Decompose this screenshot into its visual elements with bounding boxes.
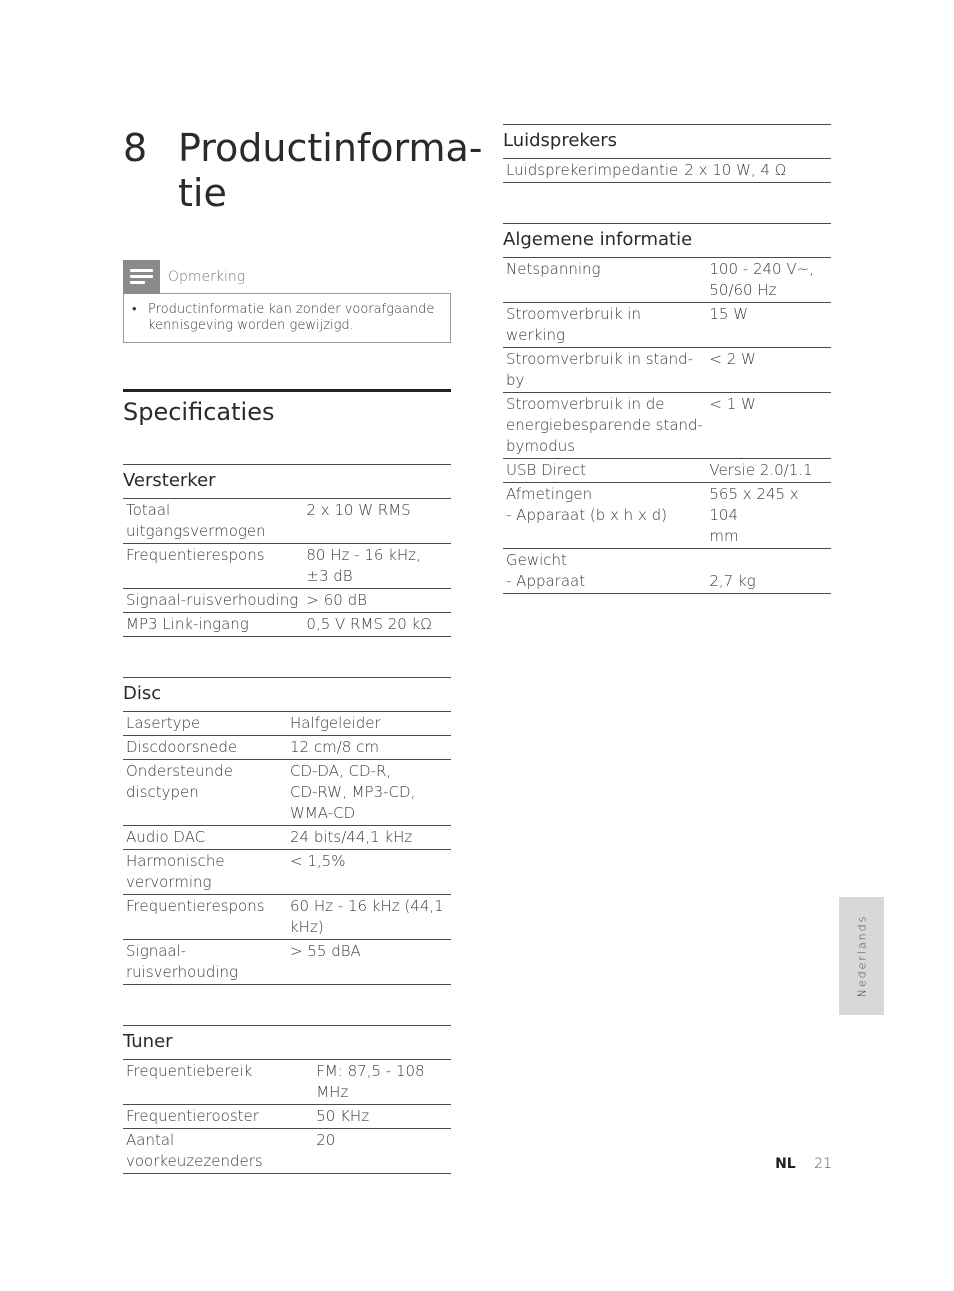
table-row <box>503 303 831 348</box>
spec-section <box>123 464 451 637</box>
section-title: Algemene informatie <box>503 224 831 258</box>
spec-table <box>123 712 451 985</box>
section-title: Versterker <box>123 465 451 499</box>
spec-value: 0,5 V RMS 20 kΩ <box>303 612 451 636</box>
table-row <box>123 588 451 612</box>
table-row <box>503 483 831 549</box>
note-header <box>123 260 451 294</box>
table-row <box>123 543 451 588</box>
spec-table <box>503 159 831 183</box>
spec-key: Frequentierespons <box>123 894 287 939</box>
left-sections <box>123 464 451 1174</box>
spec-value: 60 Hz - 16 kHz (44,1 kHz) <box>287 894 451 939</box>
spec-value: FM: 87,5 - 108 MHz <box>313 1060 451 1105</box>
chapter-title-line2: tie <box>178 171 227 215</box>
spec-value: < 1 W <box>706 393 831 459</box>
spec-table <box>123 499 451 637</box>
table-row <box>123 759 451 825</box>
table-row <box>503 459 831 483</box>
spec-value: 100 - 240 V~, 50/60 Hz <box>706 258 831 303</box>
note-box <box>123 293 451 343</box>
table-row <box>503 393 831 459</box>
table-row <box>123 1060 451 1105</box>
spec-key: MP3 Link-ingang <box>123 612 303 636</box>
spec-key: Audio DAC <box>123 825 287 849</box>
spec-value: 2,7 kg <box>706 549 831 594</box>
spec-value: Halfgeleider <box>287 712 451 736</box>
spec-key: Lasertype <box>123 712 287 736</box>
note-icon <box>123 260 160 294</box>
spec-key: USB Direct <box>503 459 706 483</box>
spec-value: < 1,5% <box>287 849 451 894</box>
right-column <box>503 124 831 594</box>
spec-value: 80 Hz - 16 kHz, ±3 dB <box>303 543 451 588</box>
spec-value: 565 x 245 x 104 mm <box>706 483 831 549</box>
table-row <box>503 258 831 303</box>
spec-value: > 60 dB <box>303 588 451 612</box>
chapter-heading <box>123 124 483 224</box>
specifications-title: Specificaties <box>123 389 451 444</box>
page-number: 21 <box>814 1156 832 1172</box>
spec-value: 50 KHz <box>313 1104 451 1128</box>
spec-value: 24 bits/44,1 kHz <box>287 825 451 849</box>
chapter-title <box>178 126 483 216</box>
left-column <box>123 124 483 1174</box>
table-row <box>123 735 451 759</box>
spec-key: Frequentierespons <box>123 543 303 588</box>
spec-value: 20 <box>313 1128 451 1173</box>
spec-section <box>503 223 831 594</box>
spec-value: Versie 2.0/1.1 <box>706 459 831 483</box>
note-label: Opmerking <box>168 269 246 285</box>
table-row <box>123 894 451 939</box>
spec-table <box>503 258 831 594</box>
section-title: Tuner <box>123 1026 451 1060</box>
table-row <box>123 1104 451 1128</box>
spec-key: Netspanning <box>503 258 706 303</box>
note-block <box>123 260 451 343</box>
spec-key: Harmonische vervorming <box>123 849 287 894</box>
spec-key: Discdoorsnede <box>123 735 287 759</box>
table-row <box>123 1128 451 1173</box>
table-row <box>503 348 831 393</box>
spec-key: Stroomverbruik in de energiebesparende stand- bymodus <box>503 393 706 459</box>
bullet: • <box>132 302 137 317</box>
table-row <box>123 712 451 736</box>
spec-value: 2 x 10 W, 4 Ω <box>681 159 831 183</box>
table-row <box>503 549 831 594</box>
spec-section <box>503 124 831 183</box>
spec-key: Stroomverbruik in werking <box>503 303 706 348</box>
table-row <box>503 159 831 183</box>
spec-value: 12 cm/8 cm <box>287 735 451 759</box>
table-row <box>123 939 451 984</box>
spec-key: Signaal- ruisverhouding <box>123 939 287 984</box>
chapter-title-line1: Productinforma- <box>178 126 483 170</box>
spec-key: Gewicht - Apparaat <box>503 549 706 594</box>
spec-key: Totaal uitgangsvermogen <box>123 499 303 544</box>
spec-value: < 2 W <box>706 348 831 393</box>
side-tab-label: Nederlands <box>855 914 868 998</box>
spec-key: Stroomverbruik in stand-by <box>503 348 706 393</box>
language-side-tab <box>839 897 884 1015</box>
spec-key: Aantal voorkeuzezenders <box>123 1128 313 1173</box>
spec-key: Afmetingen - Apparaat (b x h x d) <box>503 483 706 549</box>
table-row <box>123 499 451 544</box>
note-text: Productinformatie kan zonder voorafgaande kennisgeving worden gewijzigd. <box>148 302 435 333</box>
section-title: Disc <box>123 678 451 712</box>
section-title: Luidsprekers <box>503 125 831 159</box>
right-sections <box>503 124 831 594</box>
spec-value: 15 W <box>706 303 831 348</box>
table-row <box>123 825 451 849</box>
spec-table <box>123 1060 451 1174</box>
spec-section <box>123 677 451 985</box>
chapter-number: 8 <box>123 126 148 170</box>
spec-key: Frequentierooster <box>123 1104 313 1128</box>
footer-language: NL <box>775 1156 796 1172</box>
spec-value: > 55 dBA <box>287 939 451 984</box>
spec-key: Frequentiebereik <box>123 1060 313 1105</box>
table-row <box>123 612 451 636</box>
spec-value: CD-DA, CD-R, CD-RW, MP3-CD, WMA-CD <box>287 759 451 825</box>
table-row <box>123 849 451 894</box>
spec-key: Ondersteunde disctypen <box>123 759 287 825</box>
page-footer <box>760 1156 832 1172</box>
spec-key: Signaal-ruisverhouding <box>123 588 303 612</box>
spec-section <box>123 1025 451 1174</box>
spec-value: 2 x 10 W RMS <box>303 499 451 544</box>
spec-key: Luidsprekerimpedantie <box>503 159 681 183</box>
